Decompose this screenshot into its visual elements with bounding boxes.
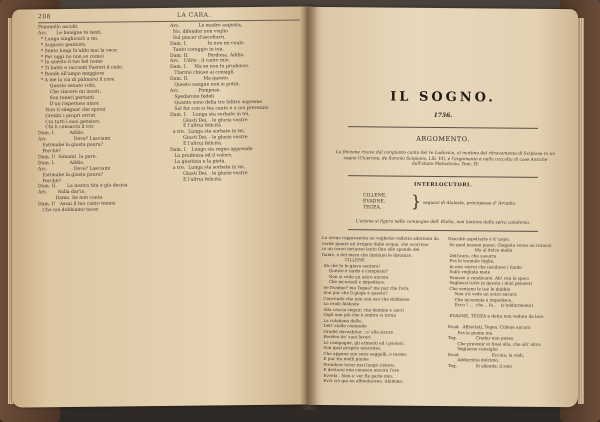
verse-column-left: La scena rappresenta un vaghetto valletto adornato da verde piante ed irrigate dalle acque, che scorrono in un corso tortuoso lento fino alle sponde del fiume, e del mare che limitano le distanze. CILLENE Ah che fa le giava sentore! Questo è tardo e composto? Non si vede un astro ancora Che inconsoli e impedisce. Se Evadne? ma Tegea? ma pur che l'era, Son pur che lì giape è questo? Convendo che non son suo che dubbioso Lo reale Alaleste Alla caccia seguir; che domine e cervi Gigli non più che è ombra si torna La colabona della, Dell' stelle contende Oradel doveabitur ; o' ella sicure Rendea da' suoi favori Le campagne, gli armenti ed i pastori. Son qual proprio nasconso, Che appena son sono suggelli, o terme; E pur fra molli piume Prendere tocar essi lungo ristoro, E destarsi non conosce ancora l'ore Evvela . Non s' ver Ee parte mio, Evvi ciò qui ne affondavano. Ahimmo, (322, 234, 439, 384)
scene-note: L'azione si figura nelle campagne dell' Etolia, non lontano dalla selva caledonia. (355, 219, 531, 226)
page-number: 208 (38, 13, 51, 21)
running-header: LA CARA. (177, 11, 211, 19)
brace-glyph: } (411, 191, 422, 211)
argomento-text: La finzione ricava dal congiunto canto del re Lodovico, al mattino del ritrovamento di Scipione in un sogno (Cicerone, de Somnio Scipionis, Lib. VI), e l'argomento è nella raccolta di cose Antiche dall'abate Metastasio, Tom. IV. (336, 150, 555, 168)
right-column-verse: Arc. Le madre augusta, No, difendor non voglio Sul piacer d'ascoltarti. Dam. I. In non mi coulo Tanto coraggio in tea. Dam. II. Perdona, Addio. Arc. Udite : il canto mio. Dam. I. Ma se non fu prudence. Ttarirsi chiuso ai consigli. Dam. II. Ma questo Questo eangue non si potrà. Arc. Pompose. Spedarono fedeli Quanto sono della tre liditro supreme Sal fur con si tea canto e a noi prevenno Dam. I. Lunga sta sorbate in tei, Giusti Dei, - le gluria vostre E l'altrui felicità. a tre. Lunga sta sorbate in tei, Giusti Dei, - le gluria vostre E l'altrui felicità. Dam. I. Lungo sia regno apprende La prudenza ed il valore, La giustizia e la pietà. a tre. Lunga sta sorbate in tei, Giusti Dei, - le gluria vostre E l'altrui felicità. (170, 23, 269, 183)
page-edges-right (578, 18, 584, 404)
argomento-heading: ARGOMENTO. (416, 134, 470, 144)
divider (348, 126, 538, 129)
divider (348, 229, 538, 232)
divider (348, 175, 538, 178)
left-page (12, 6, 312, 407)
left-column-verse: Pommello ascolti Arc. Le benigne te tenti, * Lunga singhiozzò a mi, * Augusto genitore, * Sento lungi fu'abbi mai la vece: * Per oggi (io non so come) * In questo il tuo bel nome * Ti batte e raccenti Pastori il cielo * Rende all'ampo meggiore * A me la via di pàlmarsi il core. Questo senato volti, Che vincere mi inceti, Son teneri pertanti D'un rispettoso amor. Non ti sdegnar che sporsi Grediti i propri errori Cui tutti i suoi pensieri, Chi li consacra il cor. Dam. I. Addio. Arc. Dove? Lasciami Estimabe la giusta paura? Perchè? Dam. I! Simanti la pare. Dam. I. Addio. Arc. Dove? Lasciami Estimabe la giusta paura? Perchè? Dam. II. La nostra tita è già decisa Arc. Sulla dar'io. Dama. Se non conta Dam. I! Assai il tuo canto tenesi Che noi dobbiamo tacer. (38, 24, 128, 214)
character-note: seguaci di Alaleste, principessa d' Arcadia. (423, 200, 517, 207)
verse-column-right: Giacchè aspettarle è d' uopo, Se qual nessun passo. (Seguita verso un tronco) Ma al dolce mollo Dell'aura, che susurra Fra le tremule foglie, In non vorrei che insidiose i fondo Sulla vegliata mete Venisse a vendicarsi. Ah! con la speci Vegliassi tutto in questa i miei pensieri Che sentono le tue le dubbio Non s'è vede un astro ancora Che inconsola e impedisce. Ecco ! ... che .. fa.. (s'addormenta) EVADNE, TEGEA e detta non vedute da lore. Evad. Affrettati, Tegea. Cillene ancora Fra le piume ma. Teg. Credar non posso. Che prevenir ei fossi alla, che sill' altro Vegliarne consiglio Evad. Eccola; la vedi, Addormita dolcimo. Teg. Si allenda: il solo (448, 236, 552, 369)
interlocutori-heading: INTERLOCUTORI. (413, 181, 473, 189)
page-title: IL SOGNO. (390, 89, 496, 106)
book-gutter (300, 6, 318, 410)
character-list: CILLENE, EVADNE, TEGEA, (363, 193, 387, 211)
right-page (308, 7, 578, 407)
year-label: 1756. (433, 111, 453, 120)
